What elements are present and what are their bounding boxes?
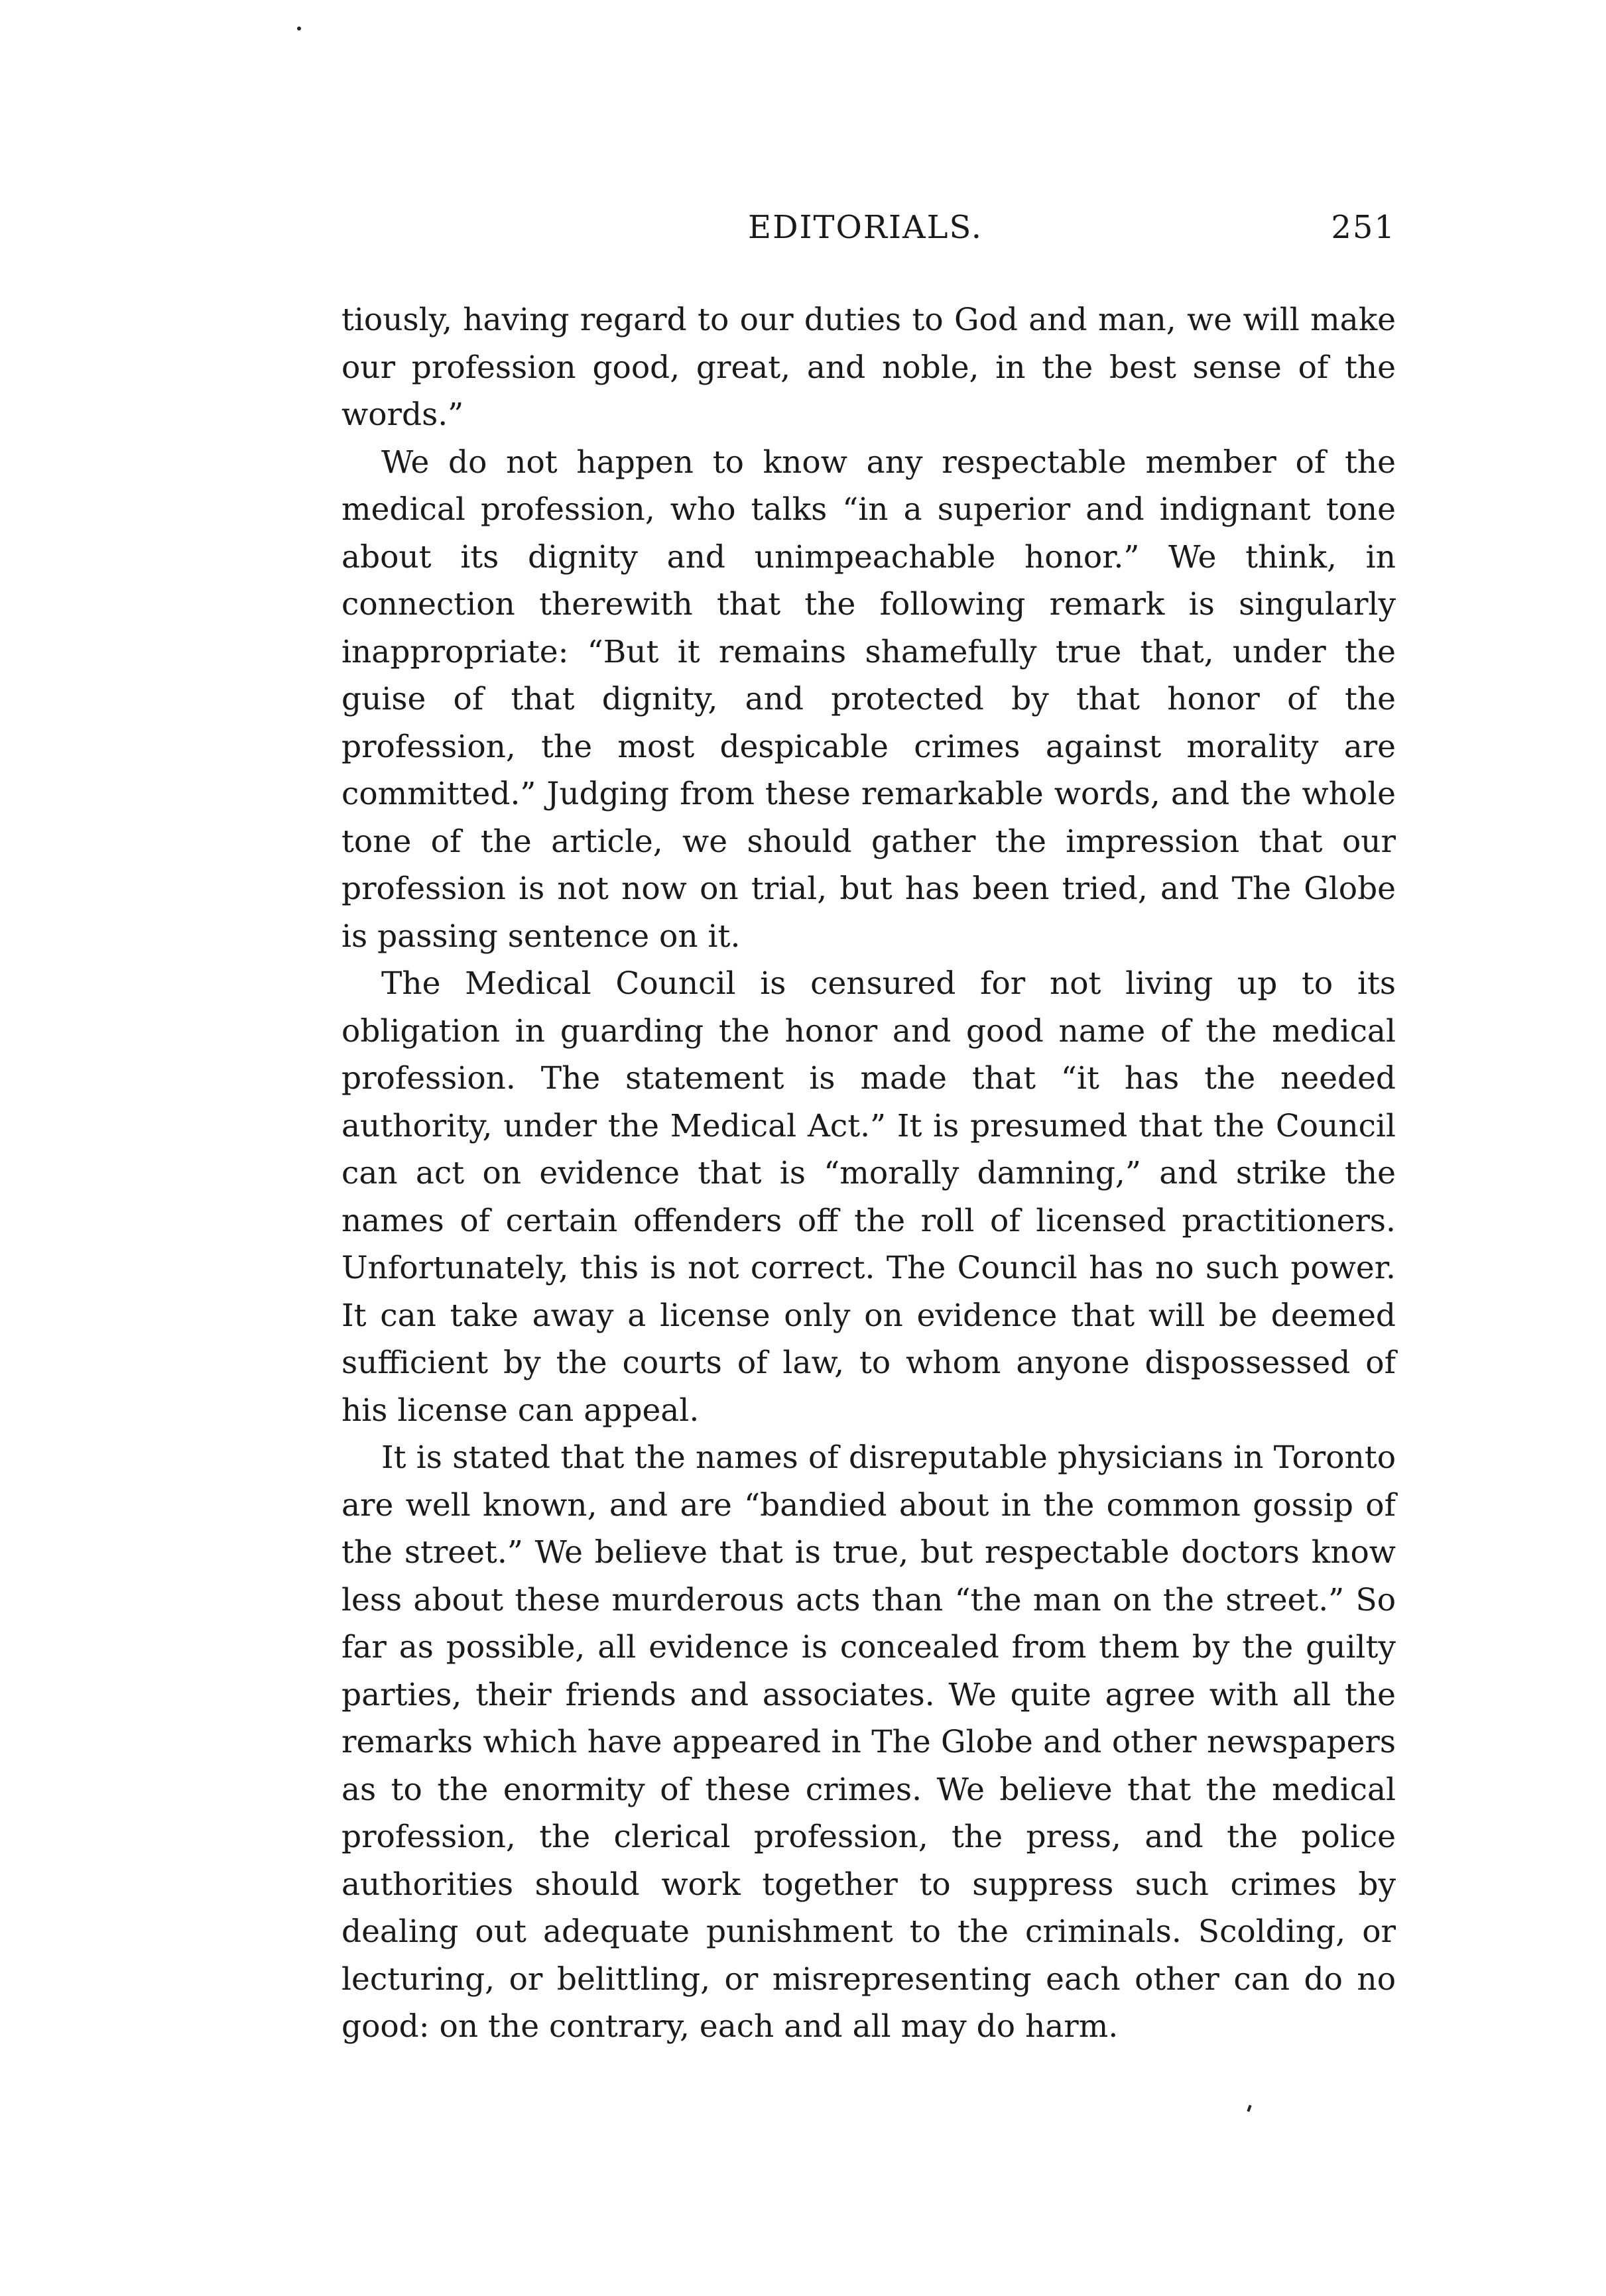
scan-speck xyxy=(297,27,301,30)
paragraph: The Medical Council is censured for not living up to its obligation in guarding the honor and good name of the medical profession. The statement is made that “it has the needed authority, under the Medical Act.” It is presumed that the Council can act on evidence that is “morally damning,” and strike the names of certain offenders off the roll of licensed practitioners. Unfortunately, this is not correct. The Council has no such power. It can take away a license only on evidence that will be deemed sufficient by the courts of law, to whom anyone dispossessed of his license can appeal. xyxy=(341,965,1396,1429)
running-header xyxy=(335,209,1396,262)
running-title: EDITORIALS. xyxy=(748,209,983,246)
page-number: 251 xyxy=(1331,209,1396,246)
paragraph: It is stated that the names of disreputable physicians in Toronto are well known, and are “bandied about in the common gossip of the street.” We believe that is true, but respectable doctors know less about these murderous acts than “the man on the street.” So far as possible, all evidence is concealed from them by the guilty parties, their friends and associates. We quite agree with all the remarks which have appeared in The Globe and other newspapers as to the enormity of these crimes. We believe that the medical profession, the clerical profession, the press, and the police authorities should work together to suppress such crimes by dealing out adequate punishment to the criminals. Scolding, or lecturing, or belittling, or misrepresenting each other can do no good: on the contrary, each and all may do harm. xyxy=(341,1439,1396,2045)
article-body xyxy=(341,296,1396,2051)
paragraph-continued: tiously, having regard to our duties to God and man, we will make our profession good, great, and noble, in the best sense of the words.” xyxy=(341,302,1396,433)
scan-speck xyxy=(1247,2105,1251,2112)
paragraph: We do not happen to know any respectable member of the medical profession, who talks “in a superior and indignant tone about its dignity and unimpeachable honor.” We think, in connection therewith that the following remark is singularly inappropriate: “But it remains shamefully true that, under the guise of that dignity, and protected by that honor of the profession, the most despicable crimes against morality are committed.” Judging from these remarkable words, and the whole tone of the article, we should gather the impression that our profession is not now on trial, but has been tried, and The Globe is passing sentence on it. xyxy=(341,444,1396,955)
